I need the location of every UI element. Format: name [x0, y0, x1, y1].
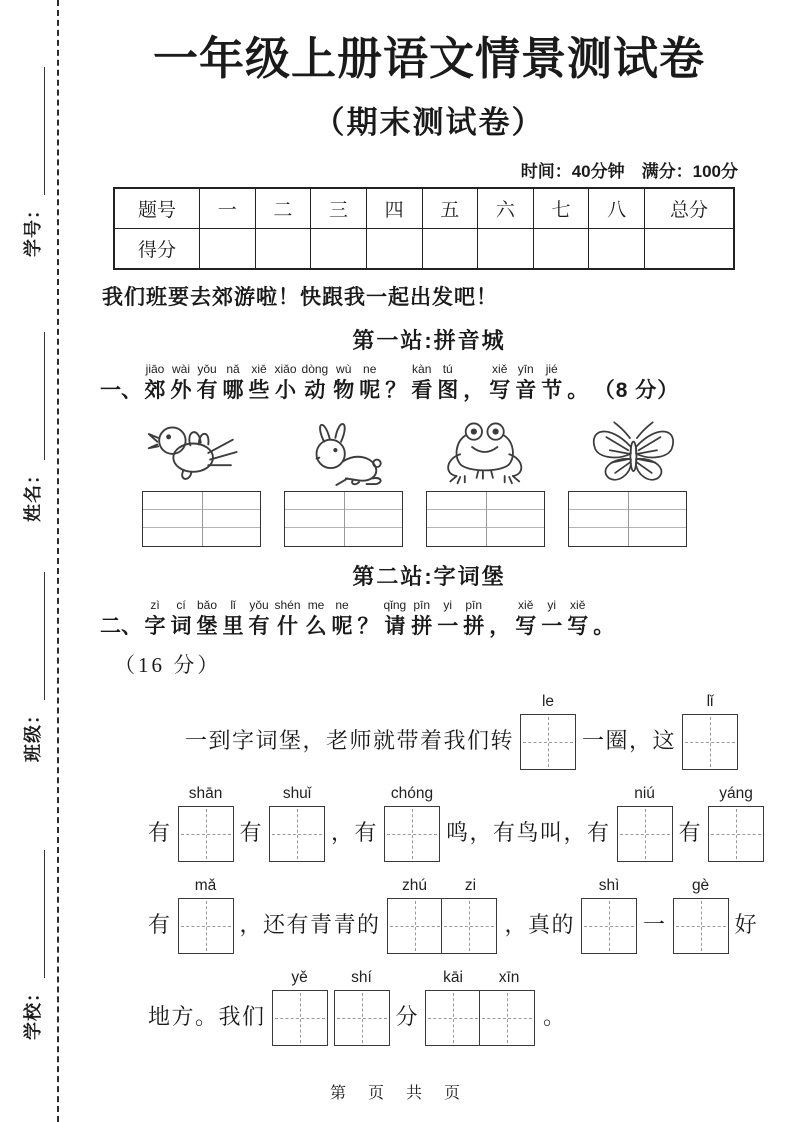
- tianzige-box: [708, 806, 764, 862]
- paragraph-text: 鸣，有鸟叫，有: [446, 820, 611, 846]
- pinyin-annotation: cí: [176, 597, 186, 612]
- character-answer-box-group: [673, 877, 729, 954]
- character-answer-box-group: [581, 877, 637, 954]
- pinyin-annotation: nǎ: [226, 361, 240, 376]
- pinyin-label: niú: [634, 784, 655, 802]
- question-character: [275, 597, 301, 640]
- character-answer-box-group: [178, 877, 234, 954]
- character-answer-box-group: [384, 785, 440, 862]
- hanzi-character: 拼: [463, 614, 485, 638]
- paragraph-line: [148, 785, 758, 862]
- pinyin-annotation: pīn: [413, 597, 431, 612]
- question-character: [541, 597, 562, 640]
- hanzi-character: 。: [593, 614, 615, 638]
- pinyin-annotation: bǎo: [196, 597, 218, 612]
- score-table-score-row: [114, 228, 734, 269]
- frog-image: [433, 416, 541, 486]
- pinyin-annotation: dòng: [301, 361, 329, 376]
- score-cell-empty: [200, 228, 256, 269]
- question-character: [249, 597, 270, 640]
- paragraph-text: 一到字词堡，老师就带着我们转: [185, 728, 515, 754]
- question2-text: [142, 597, 617, 640]
- page-title: 一年级上册语文情景测试卷: [152, 33, 705, 84]
- hanzi-character: 。: [567, 378, 589, 402]
- question-character: [171, 361, 192, 404]
- score-cell-empty: [366, 228, 422, 269]
- score-table-column-header: 三: [311, 188, 367, 229]
- pinyin-annotation: yīn: [517, 361, 534, 376]
- question-character: [437, 597, 458, 640]
- character-answer-box-group: [272, 969, 328, 1046]
- seal-fields: [0, 0, 60, 1122]
- pinyin-label: shān: [188, 784, 223, 802]
- page-footer: 第 页 共 页: [329, 1085, 463, 1102]
- exam-time-score-meta: 时间：40分钟 满分：100分: [520, 161, 738, 181]
- pinyin-label: mǎ: [194, 876, 217, 894]
- paragraph-text: 有: [148, 912, 172, 938]
- seal-field-blank-line: [20, 67, 45, 195]
- question1-points: （8 分）: [593, 378, 680, 402]
- hanzi-character: 动: [304, 378, 326, 402]
- question-character: [249, 361, 270, 404]
- character-answer-box-group: [682, 693, 738, 770]
- paragraph-text: 地方。我们: [148, 1004, 266, 1030]
- question-character: [275, 361, 297, 404]
- hanzi-character: 些: [248, 378, 270, 402]
- pinyin-label: xīn: [498, 968, 520, 986]
- hanzi-character: 请: [384, 614, 406, 638]
- paragraph-text: 一: [643, 912, 667, 938]
- tianzige-box: [269, 806, 325, 862]
- character-answer-box-group: [520, 693, 576, 770]
- question-character: [384, 597, 407, 640]
- pinyin-annotation: me: [307, 597, 325, 612]
- pinyin-label: gè: [691, 876, 710, 894]
- question-character: [541, 361, 562, 404]
- hanzi-character: 拼: [411, 614, 433, 638]
- score-table-column-header: 四: [366, 188, 422, 229]
- butterfly-image: [579, 416, 687, 486]
- hanzi-character: ？: [385, 378, 407, 402]
- score-table-column-header: 七: [533, 188, 589, 229]
- question-character: [489, 597, 510, 640]
- question2-number: 二、: [100, 614, 142, 638]
- bird-image: [142, 416, 250, 486]
- pinyin-answer-grid: [142, 491, 261, 547]
- paragraph-text: 分: [395, 1004, 420, 1030]
- score-cell-empty: [589, 228, 645, 269]
- hanzi-character: ，: [489, 614, 511, 638]
- hanzi-character: 呢: [359, 378, 381, 402]
- tianzige-box: [581, 898, 637, 954]
- paragraph-text: 。: [543, 1004, 567, 1030]
- pinyin-answer-grid: [568, 491, 687, 547]
- pinyin-label: lǐ: [706, 692, 714, 710]
- question-character: [593, 597, 614, 640]
- seal-field-blank-line: [20, 332, 45, 460]
- paragraph-line: [148, 969, 758, 1046]
- pinyin-annotation: tú: [442, 361, 453, 376]
- pinyin-annotation: xiě: [518, 597, 534, 612]
- pinyin-annotation: xiě: [492, 361, 508, 376]
- hanzi-character: 里: [222, 614, 244, 638]
- tianzige-box: [682, 714, 738, 770]
- tianzige-box: [387, 898, 443, 954]
- question-character: [145, 597, 166, 640]
- hanzi-character: 写: [515, 614, 537, 638]
- pinyin-answer-grid: [284, 491, 403, 547]
- pinyin-annotation: qǐng: [383, 597, 407, 612]
- paragraph-text: 有: [678, 820, 703, 846]
- tianzige-box: [479, 990, 535, 1046]
- question-character: [197, 597, 218, 640]
- tianzige-box: [272, 990, 328, 1046]
- page-subtitle: （期末测试卷）: [313, 104, 545, 140]
- question-character: [515, 597, 536, 640]
- hanzi-character: 外: [170, 378, 192, 402]
- tianzige-box: [673, 898, 729, 954]
- question-character: [302, 361, 329, 404]
- pinyin-label: chóng: [390, 784, 434, 802]
- pinyin-annotation: jié: [545, 361, 558, 376]
- score-table-column-header: 五: [422, 188, 478, 229]
- tianzige-box: [441, 898, 497, 954]
- score-row-label: 得分: [114, 228, 200, 269]
- score-table: [113, 187, 735, 270]
- pinyin-label: shí: [351, 968, 372, 986]
- hanzi-character: 么: [305, 614, 327, 638]
- pinyin-annotation: kàn: [412, 361, 432, 376]
- hanzi-character: 一: [541, 614, 563, 638]
- character-answer-box-group: [387, 877, 499, 954]
- paragraph-text: 好: [734, 912, 759, 938]
- hanzi-character: ，: [463, 378, 485, 402]
- paragraph-line: [148, 693, 758, 770]
- paragraph-text: 有: [239, 820, 264, 846]
- pinyin-annotation: pīn: [465, 597, 483, 612]
- hanzi-character: 小: [275, 378, 296, 402]
- question-character: [171, 597, 192, 640]
- score-table-column-header: 总分: [645, 188, 735, 229]
- score-table-column-header: 六: [478, 188, 534, 229]
- score-cell-empty: [311, 228, 367, 269]
- animal-pictures-row: [142, 414, 687, 486]
- score-table-header-row: [114, 188, 734, 229]
- pinyin-label: zi: [464, 876, 477, 894]
- question-character: [437, 361, 458, 404]
- paragraph-text: ，还有青青的: [239, 912, 381, 938]
- paragraph-line: [148, 877, 758, 954]
- question-character: [332, 597, 353, 640]
- question-character: [567, 361, 588, 404]
- pinyin-annotation: lǐ: [230, 597, 236, 612]
- pinyin-annotation: ne: [335, 597, 349, 612]
- tianzige-box: [520, 714, 576, 770]
- question-character: [145, 361, 166, 404]
- pinyin-annotation: wù: [336, 361, 352, 376]
- paragraph-text: 有: [148, 820, 172, 846]
- pinyin-annotation: xiě: [570, 597, 586, 612]
- score-cell-empty: [533, 228, 589, 269]
- tianzige-box: [178, 898, 234, 954]
- question-character: [306, 597, 327, 640]
- pinyin-label: shuǐ: [282, 784, 312, 802]
- paragraph-text: ，真的: [504, 912, 576, 938]
- hanzi-character: 物: [333, 378, 355, 402]
- hanzi-character: 有: [248, 614, 270, 638]
- hanzi-character: 一: [437, 614, 459, 638]
- section2-heading: 第二站:字词堡: [352, 563, 506, 589]
- seal-field-label: 学校：: [23, 983, 43, 1040]
- character-answer-box-group: [334, 969, 390, 1046]
- question-character: [333, 361, 354, 404]
- pinyin-annotation: zì: [150, 597, 160, 612]
- tianzige-box: [334, 990, 390, 1046]
- pinyin-annotation: yi: [443, 597, 453, 612]
- seal-field-label: 班级：: [23, 705, 43, 762]
- pinyin-annotation: ne: [363, 361, 377, 376]
- score-cell-empty: [255, 228, 311, 269]
- pinyin-label: yáng: [719, 784, 753, 802]
- paragraph-text: ，有: [331, 820, 379, 846]
- question-character: [515, 361, 536, 404]
- character-answer-box-group: [708, 785, 764, 862]
- pinyin-annotation: yi: [547, 597, 557, 612]
- pinyin-annotation: yǒu: [197, 361, 217, 376]
- score-table-column-header: 八: [589, 188, 645, 229]
- rabbit-image: [288, 416, 396, 486]
- character-answer-box-group: [178, 785, 234, 862]
- question2-line: [100, 597, 758, 640]
- seal-field-3: [15, 572, 45, 762]
- question-character: [197, 361, 218, 404]
- seal-field-label: 姓名：: [23, 465, 43, 522]
- section1-heading: 第一站:拼音城: [352, 327, 506, 353]
- hanzi-character: 节: [541, 378, 563, 402]
- pinyin-label: le: [541, 692, 555, 710]
- hanzi-character: 词: [170, 614, 192, 638]
- question1-text: [142, 361, 591, 404]
- score-table-column-header: 题号: [114, 188, 200, 229]
- pinyin-annotation: yǒu: [249, 597, 269, 612]
- tianzige-box: [384, 806, 440, 862]
- pinyin-label: shì: [598, 876, 620, 894]
- question-character: [489, 361, 510, 404]
- question1-line: [100, 361, 758, 404]
- question-character: [567, 597, 588, 640]
- pinyin-answer-grid: [426, 491, 545, 547]
- hanzi-character: 看: [411, 378, 433, 402]
- fill-in-paragraph: [148, 693, 758, 1046]
- question-character: [463, 597, 484, 640]
- hanzi-character: 音: [515, 378, 537, 402]
- pinyin-annotation: xiē: [251, 361, 267, 376]
- paper-body: [100, 0, 758, 1061]
- character-answer-box-group: [617, 785, 673, 862]
- pinyin-annotation: xiǎo: [274, 361, 297, 376]
- seal-field-2: [15, 332, 45, 522]
- question-character: [463, 361, 484, 404]
- hanzi-character: ？: [357, 614, 379, 638]
- score-table-column-header: 二: [255, 188, 311, 229]
- hanzi-character: 什: [277, 614, 299, 638]
- hanzi-character: 堡: [196, 614, 218, 638]
- question-character: [411, 361, 432, 404]
- hanzi-character: 哪: [222, 378, 244, 402]
- tianzige-box: [178, 806, 234, 862]
- question2-points: （16 分）: [114, 652, 222, 677]
- pinyin-annotation: jiāo: [145, 361, 165, 376]
- pinyin-label: zhú: [402, 876, 428, 894]
- hanzi-character: 有: [196, 378, 218, 402]
- pinyin-answer-grids-row: [142, 491, 687, 547]
- question-character: [411, 597, 432, 640]
- pinyin-annotation: wài: [171, 361, 190, 376]
- pinyin-annotation: shén: [274, 597, 301, 612]
- seal-field-blank-line: [20, 850, 45, 978]
- hanzi-character: 写: [567, 614, 589, 638]
- character-answer-box-group: [269, 785, 325, 862]
- hanzi-character: 郊: [144, 378, 166, 402]
- hanzi-character: 呢: [331, 614, 353, 638]
- hanzi-character: 写: [489, 378, 511, 402]
- score-cell-empty: [422, 228, 478, 269]
- seal-field-1: [15, 67, 45, 257]
- seal-field-4: [15, 850, 45, 1040]
- score-table-column-header: 一: [200, 188, 256, 229]
- paragraph-text: 一圈，这: [582, 728, 677, 754]
- seal-field-blank-line: [20, 572, 45, 700]
- pinyin-label: yě: [291, 968, 308, 986]
- hanzi-character: 字: [144, 614, 166, 638]
- score-cell-empty: [478, 228, 534, 269]
- question-character: [358, 597, 379, 640]
- score-cell-empty: [645, 228, 735, 269]
- seal-field-label: 学号：: [23, 200, 43, 257]
- character-answer-box-group: [425, 969, 537, 1046]
- tianzige-box: [425, 990, 481, 1046]
- question-character: [359, 361, 380, 404]
- question1-number: 一、: [100, 378, 142, 402]
- question-character: [223, 597, 244, 640]
- hanzi-character: 图: [437, 378, 459, 402]
- question-character: [385, 361, 406, 404]
- intro-text: 我们班要去郊游啦！快跟我一起出发吧！: [102, 285, 498, 309]
- tianzige-box: [617, 806, 673, 862]
- question-character: [223, 361, 244, 404]
- pinyin-label: kāi: [443, 968, 463, 986]
